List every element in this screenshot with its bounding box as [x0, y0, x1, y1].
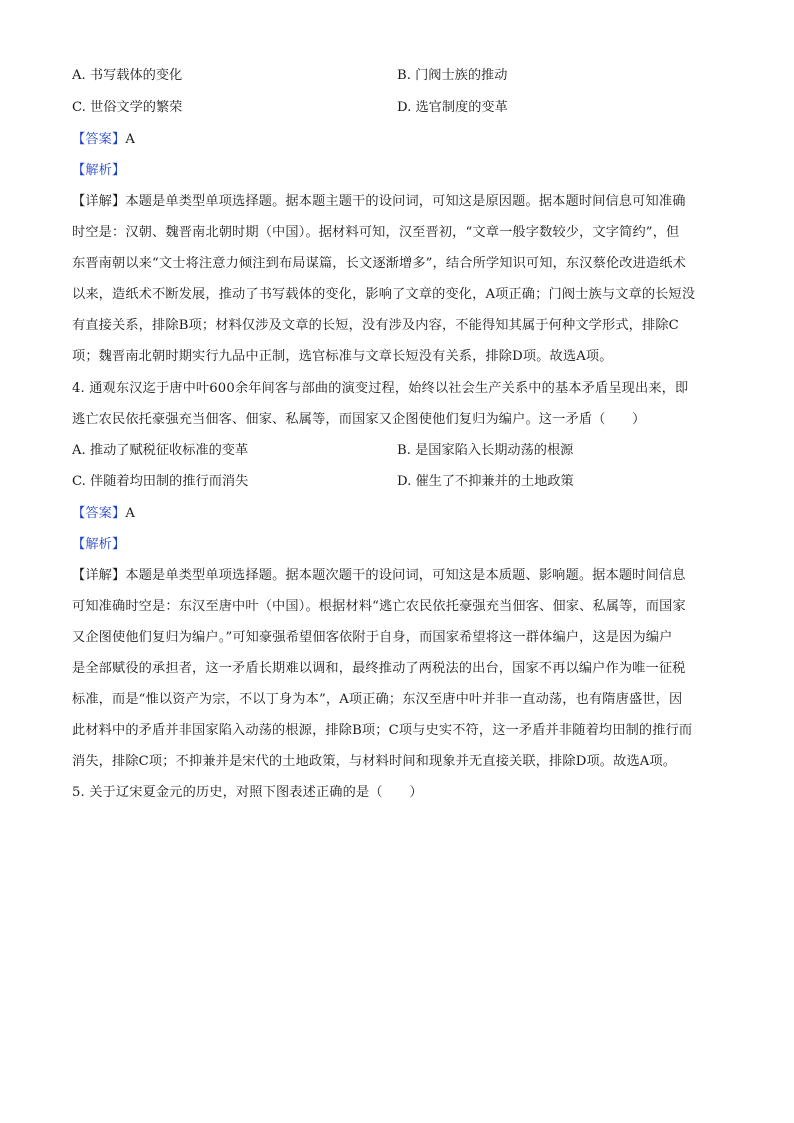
detail-text: 本题是单类型单项选择题。据本题主题干的设问词，可知这是原因题。据本题时间信息可知准确 [125, 194, 686, 209]
q3-option-d: D. 选官制度的变革 [397, 100, 508, 115]
q3-detail-line-4: 以来，造纸术不断发展，推动了书写载体的变化，影响了文章的变化，A项正确；门阀士族与文章的长短没 [72, 287, 696, 302]
q4-option-d: D. 催生了不抑兼并的土地政策 [397, 474, 574, 489]
q4-answer [72, 504, 732, 524]
detail-tag: 【详解】 [72, 568, 126, 583]
q5-stem: 5. 关于辽宋夏金元的历史，对照下图表述正确的是（ ） [72, 785, 423, 800]
q4-analysis [72, 535, 732, 555]
detail-tag: 【详解】 [72, 194, 126, 209]
answer-tag: 【答案】 [72, 132, 126, 147]
q4-detail-line-6: 此材料中的矛盾并非国家陷入动荡的根源，排除B项；C项与史实不符，这一矛盾并非随着均田制的推行而 [72, 723, 693, 738]
analysis-tag: 【解析】 [72, 163, 126, 178]
analysis-tag: 【解析】 [72, 537, 126, 552]
q4-stem-line-1: 4. 通观东汉迄于唐中叶600余年间客与部曲的演变过程，始终以社会生产关系中的基本矛盾呈现出来，即 [72, 381, 689, 396]
q3-option-c: C. 世俗文学的繁荣 [72, 100, 183, 115]
detail-text: 本题是单类型单项选择题。据本题次题干的设问词，可知这是本质题、影响题。据本题时间信息 [125, 568, 686, 583]
q4-stem-line-2: 逃亡农民依托豪强充当佃客、佃家、私属等，而国家又企图使他们复归为编户。这一矛盾（ ） [72, 412, 646, 427]
q3-detail-line-2: 时空是：汉朝、魏晋南北朝时期（中国）。据材料可知，汉至晋初，“文章一般字数较少，文字简约”，但 [72, 225, 680, 240]
q4-detail-line-7: 消失，排除C项；不抑兼并是宋代的土地政策，与材料时间和现象并无直接关联，排除D项。故选A项。 [72, 754, 677, 769]
answer-tag: 【答案】 [72, 506, 126, 521]
q3-option-a: A. 书写载体的变化 [72, 68, 183, 83]
q4-detail-line-2: 可知准确时空是：东汉至唐中叶（中国）。根据材料“逃亡农民依托豪强充当佃客、佃家、私属等，而国家 [72, 599, 686, 614]
q4-option-b: B. 是国家陷入长期动荡的根源 [397, 443, 574, 458]
answer-value: A [125, 506, 136, 521]
q4-option-c: C. 伴随着均田制的推行而消失 [72, 474, 249, 489]
q4-detail-line-4: 是全部赋役的承担者，这一矛盾长期难以调和，最终推动了两税法的出台，国家不再以编户作为唯一征税 [72, 661, 686, 676]
q4-detail-line-3: 又企图使他们复归为编户。”可知豪强希望佃客依附于自身，而国家希望将这一群体编户，这是因为编户 [72, 630, 673, 645]
q3-detail-line-1 [72, 192, 732, 212]
q3-option-b: B. 门阀士族的推动 [397, 68, 508, 83]
q3-answer [72, 130, 732, 150]
q3-detail-line-6: 项；魏晋南北朝时期实行九品中正制，选官标准与文章长短没有关系，排除D项。故选A项。 [72, 349, 613, 364]
q4-detail-line-5: 标准，而是“惟以资产为宗，不以丁身为本”，A项正确；东汉至唐中叶并非一直动荡，也有隋唐盛世，因 [72, 692, 683, 707]
q3-detail-line-3: 东晋南朝以来“文士将注意力倾注到布局谋篇，长文逐渐增多”，结合所学知识可知，东汉蔡伦改进造纸术 [72, 256, 686, 271]
q3-detail-line-5: 有直接关系，排除B项；材料仅涉及文章的长短，没有涉及内容，不能得知其属于何种文学形式，排除C [72, 318, 679, 333]
q4-detail-line-1 [72, 566, 732, 586]
q3-analysis [72, 161, 732, 181]
answer-value: A [125, 132, 136, 147]
q4-option-a: A. 推动了赋税征收标准的变革 [72, 443, 249, 458]
